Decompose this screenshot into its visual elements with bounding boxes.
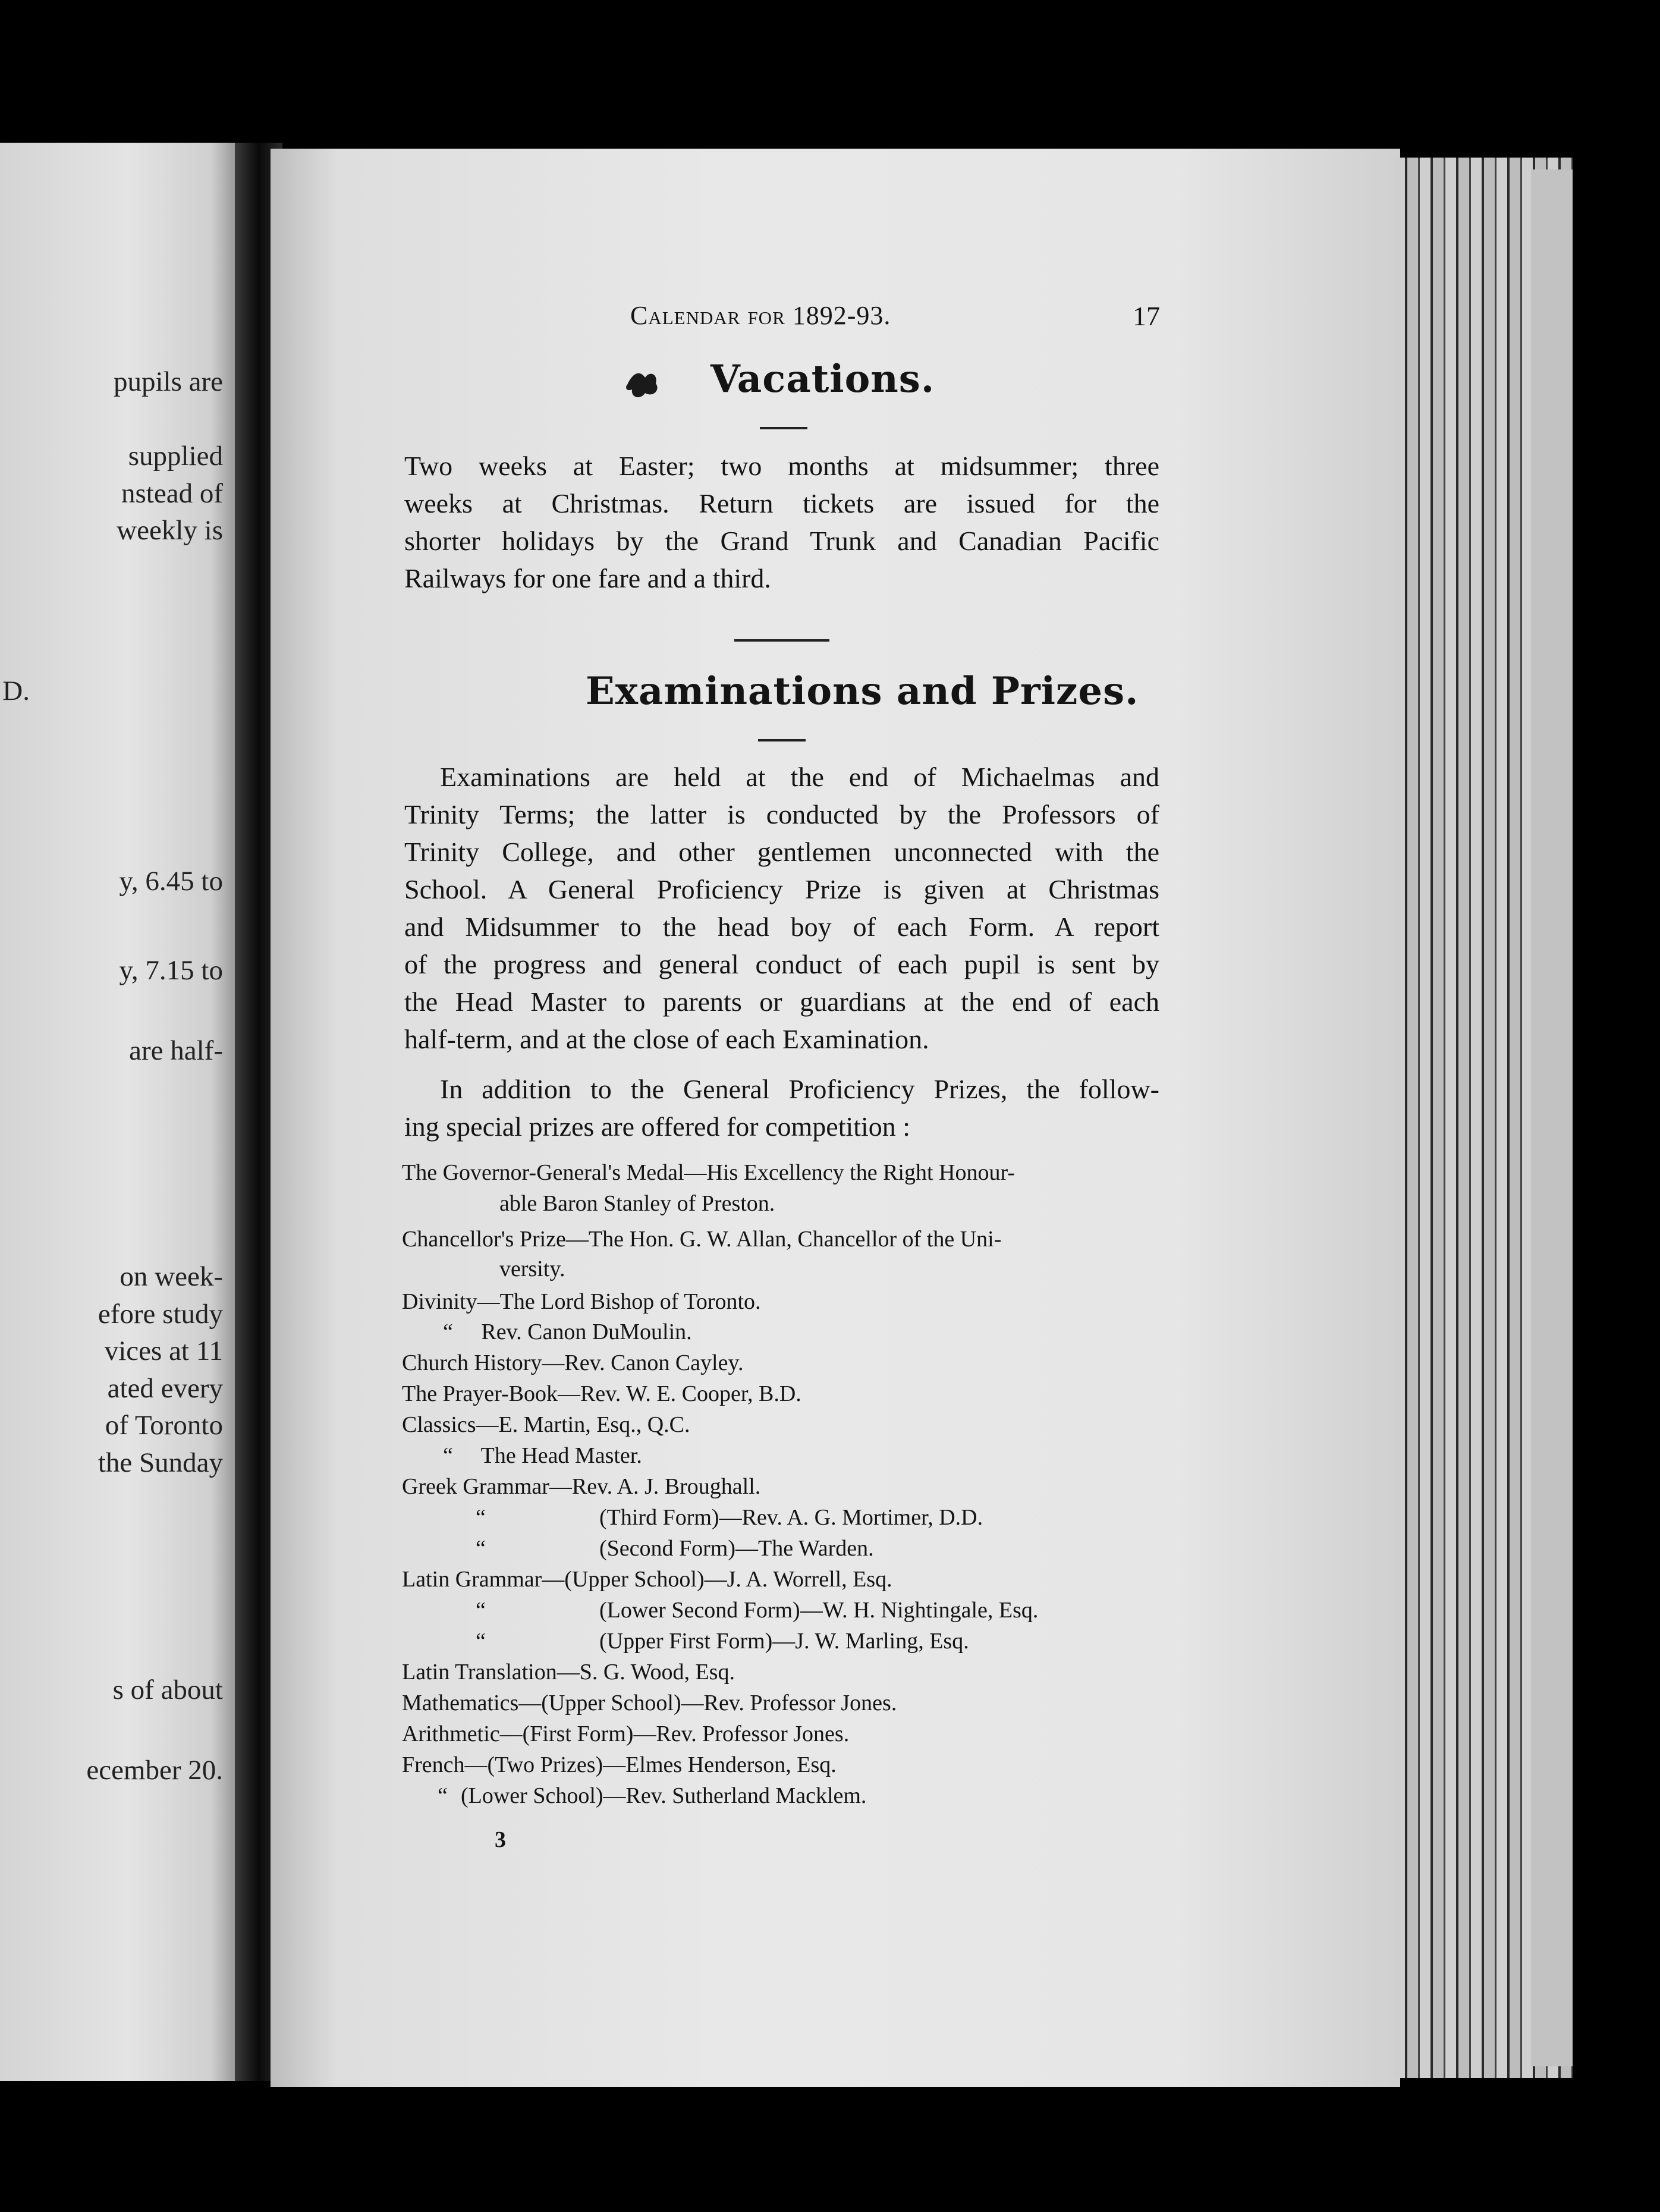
prize-entry: Latin Translation—S. G. Wood, Esq. (402, 1660, 735, 1685)
prize-entry: Classics—E. Martin, Esq., Q.C. (402, 1412, 690, 1437)
prize-entry: Divinity—The Lord Bishop of Toronto. (402, 1289, 761, 1314)
left-text-fragment: the Sunday (98, 1447, 223, 1478)
page-edges (1394, 158, 1573, 2078)
prize-entry: “ Rev. Canon DuMoulin. (443, 1319, 692, 1344)
left-text-fragment: y, 7.15 to (119, 955, 223, 986)
prize-entry: (Upper First Form)—J. W. Marling, Esq. (599, 1629, 969, 1654)
examinations-paragraph (404, 758, 1159, 1058)
prize-entry: (Third Form)—Rev. A. G. Mortimer, D.D. (599, 1505, 983, 1530)
short-rule (760, 427, 807, 429)
prize-entry: Mathematics—(Upper School)—Rev. Professor Jones. (402, 1691, 897, 1715)
prize-entry: (Second Form)—The Warden. (599, 1536, 874, 1561)
left-facing-page (0, 143, 235, 2081)
text-line: School. A General Proficiency Prize is given at Christmas (404, 874, 1159, 904)
prize-entry: able Baron Stanley of Preston. (499, 1191, 775, 1216)
ditto-mark: “ (476, 1536, 486, 1561)
ditto-mark: “ (438, 1783, 448, 1808)
examinations-heading: Examinations and Prizes. (586, 669, 1139, 714)
page-number: 17 (1133, 301, 1160, 331)
ditto-mark: “ (476, 1598, 486, 1623)
section-divider (734, 639, 829, 642)
prize-entry: versity. (499, 1256, 565, 1281)
left-text-fragment: ecember 20. (86, 1755, 223, 1786)
left-text-fragment: supplied (128, 441, 223, 472)
prize-entry: Arithmetic—(First Form)—Rev. Professor Jones. (402, 1721, 850, 1746)
text-line: of the progress and general conduct of each pupil is sent by (404, 949, 1159, 979)
signature-mark: 3 (495, 1827, 506, 1852)
text-line: Examinations are held at the end of Michaelmas and (440, 762, 1159, 792)
left-text-fragment: ated every (107, 1373, 223, 1404)
left-text-fragment: of Toronto (105, 1410, 223, 1441)
left-text-fragment: weekly is (117, 515, 223, 546)
left-text-fragment: vices at 11 (104, 1336, 223, 1366)
text-line: and Midsummer to the head boy of each Form. A report (404, 912, 1159, 942)
text-line: Trinity College, and other gentlemen unconnected with the (404, 837, 1159, 867)
ditto-mark: “ (476, 1505, 486, 1530)
prize-entry: The Prayer-Book—Rev. W. E. Cooper, B.D. (402, 1381, 801, 1406)
prize-entry: Chancellor's Prize—The Hon. G. W. Allan, Chancellor of the Uni- (402, 1227, 1002, 1252)
competition-paragraph (404, 1070, 1159, 1145)
fleuron-icon (603, 366, 663, 401)
left-text-fragment: efore study (98, 1299, 223, 1330)
left-text-fragment: s of about (112, 1674, 223, 1705)
left-text-fragment: D. (2, 675, 30, 706)
short-rule (758, 739, 806, 741)
prize-entry: Latin Grammar—(Upper School)—J. A. Worrell, Esq. (402, 1567, 892, 1592)
text-line: ing special prizes are offered for competition : (404, 1111, 911, 1142)
text-line: the Head Master to parents or guardians at the end of each (404, 986, 1159, 1017)
prize-entry: Church History—Rev. Canon Cayley. (402, 1350, 744, 1375)
left-text-fragment: y, 6.45 to (119, 866, 223, 897)
prize-entry: Greek Grammar—Rev. A. J. Broughall. (402, 1474, 761, 1499)
text-line: half-term, and at the close of each Examination. (404, 1024, 929, 1054)
prize-entry: (Lower School)—Rev. Sutherland Macklem. (461, 1783, 867, 1808)
left-text-fragment: pupils are (113, 366, 223, 397)
prize-entry: “ The Head Master. (443, 1443, 642, 1468)
vacations-paragraph (404, 447, 1159, 597)
left-text-fragment: nstead of (121, 478, 223, 509)
text-line: In addition to the General Proficiency Prizes, the follow- (440, 1074, 1159, 1104)
prize-entry: French—(Two Prizes)—Elmes Henderson, Esq. (402, 1752, 837, 1777)
left-text-fragment: are half- (129, 1035, 223, 1066)
ditto-mark: “ (476, 1629, 486, 1654)
running-header: Calendar for 1892-93. (630, 301, 891, 330)
prize-entry: The Governor-General's Medal—His Excellency the Right Honour- (402, 1160, 1016, 1185)
prize-entry: (Lower Second Form)—W. H. Nightingale, Esq. (599, 1598, 1039, 1623)
text-line: Two weeks at Easter; two months at midsummer; three (404, 451, 1159, 481)
text-line: Railways for one fare and a third. (404, 563, 771, 593)
left-text-fragment: on week- (120, 1261, 223, 1292)
text-line: Trinity Terms; the latter is conducted by the Professors of (404, 799, 1159, 830)
text-line: shorter holidays by the Grand Trunk and Canadian Pacific (404, 526, 1159, 556)
text-line: weeks at Christmas. Return tickets are issued for the (404, 488, 1159, 519)
vacations-heading: Vacations. (710, 357, 935, 401)
